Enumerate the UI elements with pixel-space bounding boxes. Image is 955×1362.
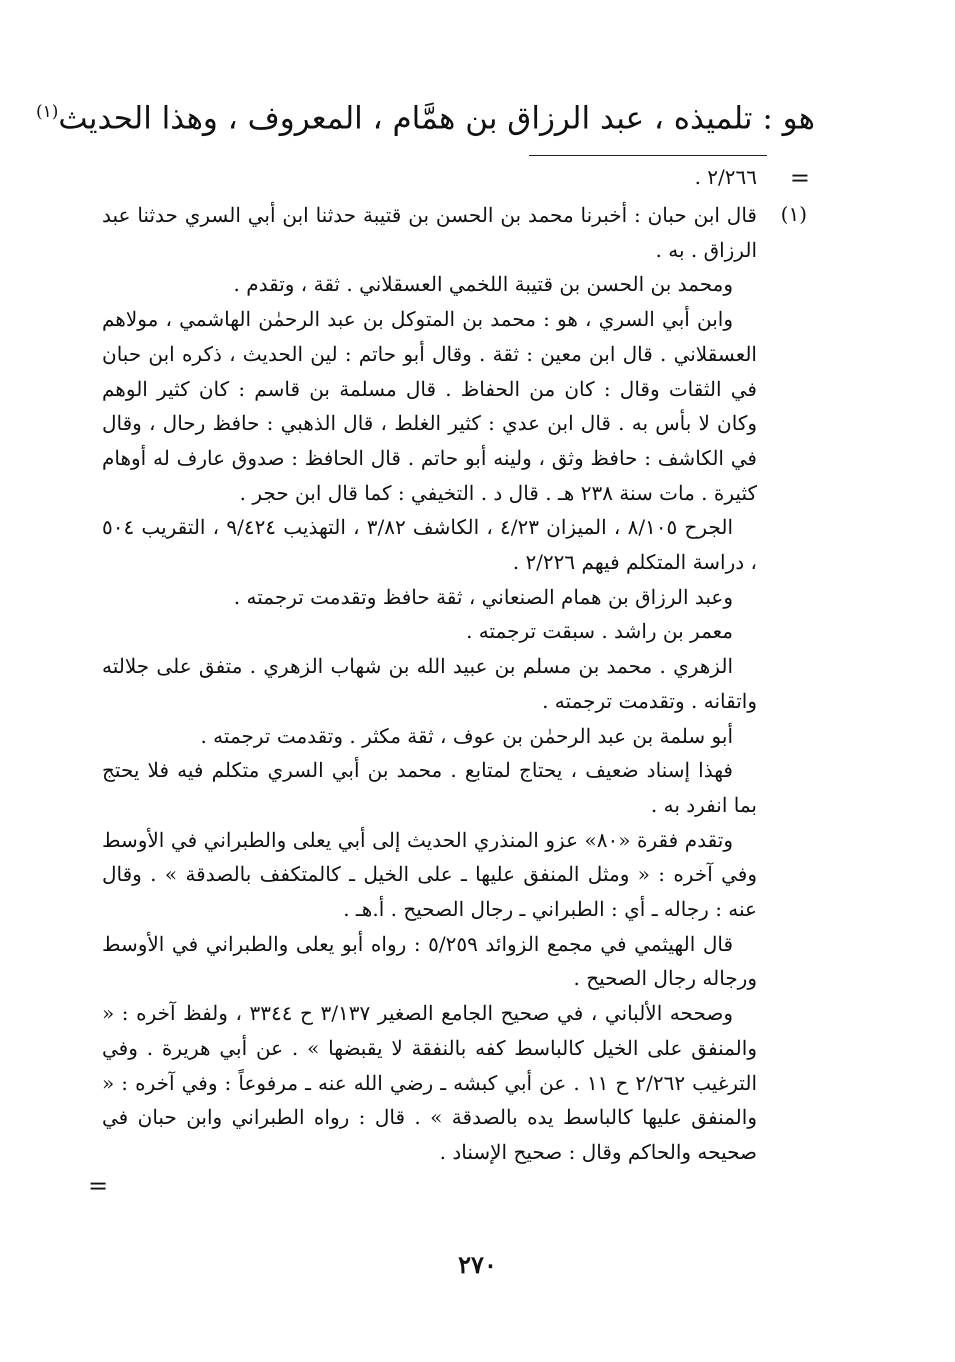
main-text-line [36, 92, 815, 138]
continued-footnote-text: ٢/٢٦٦ . [694, 165, 757, 189]
footnote-paragraph: معمر بن راشد . سبقت ترجمته . [466, 619, 733, 644]
footnote-divider [529, 155, 767, 156]
footnote-paragraph: أبو سلمة بن عبد الرحمٰن بن عوف ، ثقة مكثر . وتقدمت ترجمته . [200, 723, 733, 748]
main-text: هو : تلميذه ، عبد الرزاق بن همَّام ، المعروف ، وهذا الحديث [58, 100, 815, 137]
footnote-paragraph: الزهري . محمد بن مسلم بن عبيد الله بن شهاب الزهري . متفق على جلالته واتقانه . وتقدمت ترجمته . [102, 654, 757, 713]
footnote-paragraph: وصححه الألباني ، في صحيح الجامع الصغير ٣/١٣٧ ح ٣٣٤٤ ، ولفظ آخره : « والمنفق على الخيل كالباسط كفه بالنفقة لا يقبضها » . عن أبي هريرة . وفي الترغيب ٢/٢٦٢ ح ١١ . عن أبي كبشه ـ رضي الله عنه ـ مرفوعاً : وفي آخره : « والمنفق عليها كالباسط يده بالصدقة » . قال : رواه الطبراني وابن حبان في صحيحه والحاكم وقال : صحيح الإسناد . [102, 1001, 757, 1164]
footnote-body [102, 198, 757, 1170]
continuation-mark-top: = [789, 164, 810, 192]
footnote-number: (١) [780, 202, 807, 226]
page-number: ٢٧٠ [458, 1250, 497, 1279]
footnote-reference[interactable]: (١) [36, 102, 59, 122]
footnote-paragraph: ومحمد بن الحسن بن قتيبة اللخمي العسقلاني . ثقة ، وتقدم . [233, 272, 733, 297]
footnote-paragraph: فهذا إسناد ضعيف ، يحتاج لمتابع . محمد بن أبي السري متكلم فيه فلا يحتج بما انفرد به . [102, 758, 757, 817]
continuation-mark-bottom: = [88, 1172, 109, 1200]
footnote-paragraph: وعبد الرزاق بن همام الصنعاني ، ثقة حافظ وتقدمت ترجمته . [233, 584, 733, 609]
footnote-paragraph: وتقدم فقرة «٨٠» عزو المنذري الحديث إلى أبي يعلى والطبراني في الأوسط وفي آخره : « ومثل المنفق عليها ـ على الخيل ـ كالمتكفف بالصدقة » . وقال عنه : رجاله ـ أي : الطبراني ـ رجال الصحيح . أ.هـ . [102, 827, 757, 922]
footnote-paragraph: الجرح ٨/١٠٥ ، الميزان ٤/٢٣ ، الكاشف ٣/٨٢ ، التهذيب ٩/٤٢٤ ، التقريب ٥٠٤ ، دراسة المتكلم فيهم ٢/٢٢٦ . [102, 515, 757, 575]
footnote-paragraph: وابن أبي السري ، هو : محمد بن المتوكل بن عبد الرحمٰن الهاشمي ، مولاهم العسقلاني . قال ابن معين : ثقة . وقال أبو حاتم : لين الحديث ، ذكره ابن حبان في الثقات وقال : كان من الحفاظ . قال مسلمة بن قاسم : كان كثير الوهم وكان لا بأس به . قال ابن عدي : كثير الغلط ، قال الذهبي : حافظ رحال ، وقال في الكاشف : حافظ وثق ، ولينه أبو حاتم . قال الحافظ : صدوق عارف له أوهام كثيرة . مات سنة ٢٣٨ هـ . قال د . التخيفي : كما قال ابن حجر . [102, 307, 757, 505]
footnote-paragraph: قال ابن حبان : أخبرنا محمد بن الحسن بن قتيبة حدثنا ابن أبي السري حدثنا عبد الرزاق . به . [102, 203, 757, 262]
footnote-paragraph: قال الهيثمي في مجمع الزوائد ٥/٢٥٩ : رواه أبو يعلى والطبراني في الأوسط ورجاله رجال الصحيح . [102, 931, 757, 991]
